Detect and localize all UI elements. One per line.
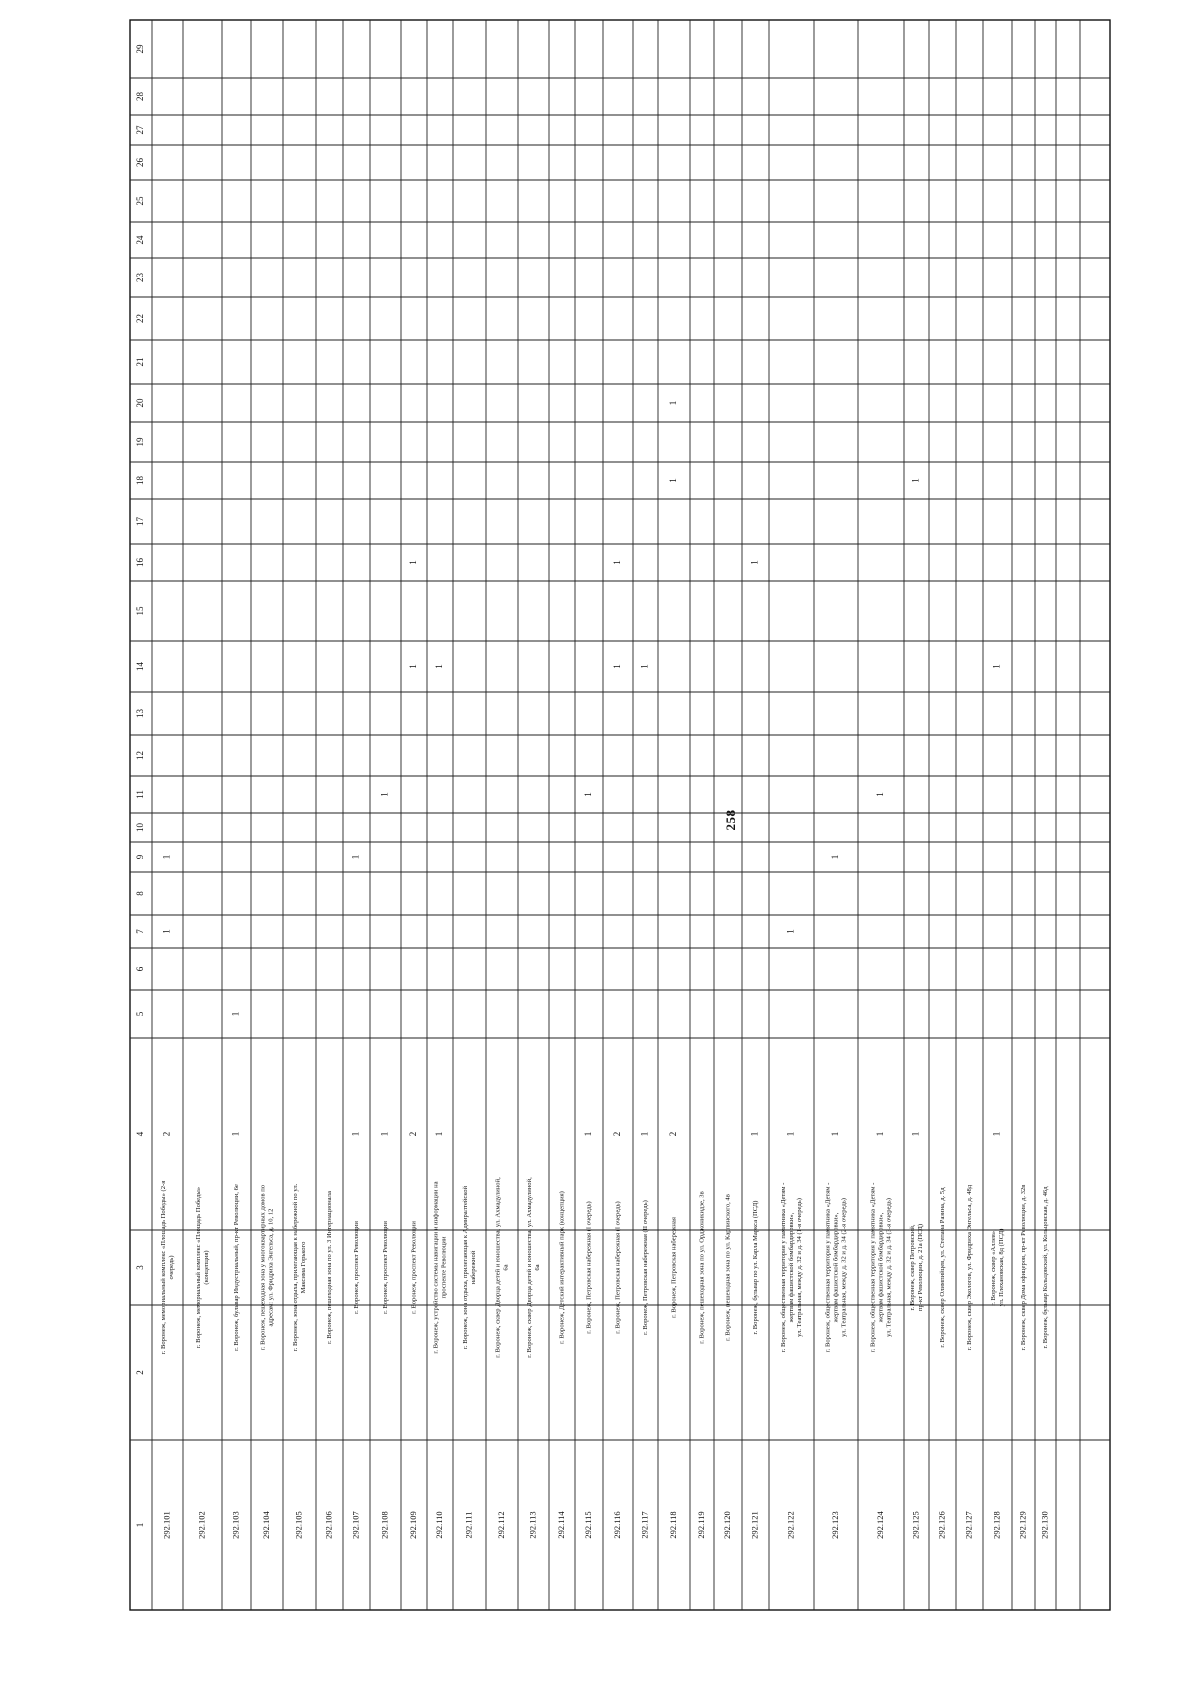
table-row	[824, 855, 847, 1539]
table-row	[432, 664, 447, 1538]
column-number-19: 19	[135, 437, 146, 447]
row-address: г. Воронеж, пешеходная зона у многоквартирных домов по	[259, 1184, 267, 1351]
row-address: г. Воронеж, Петровская набережная (I очередь)	[585, 1201, 593, 1334]
row-id: 292.127	[963, 1511, 974, 1539]
row-id: 292.130	[1039, 1511, 1050, 1539]
column-number-14: 14	[135, 662, 146, 671]
row-count-col-11: 1	[583, 792, 594, 797]
row-count-col-4: 1	[583, 1131, 594, 1137]
table-row	[408, 560, 418, 1539]
table-row	[583, 792, 593, 1538]
row-address: г. Воронеж, Детский интерактивный парк (концепция)	[558, 1191, 566, 1344]
row-count-col-7: 1	[785, 929, 796, 934]
table-row	[292, 1183, 307, 1538]
row-count-col-4: 1	[875, 1131, 886, 1137]
row-address: адресам: ул. Фридриха Энгельса, д. 10, 12	[267, 1208, 275, 1327]
row-id: 292.118	[667, 1511, 678, 1539]
row-count-col-9: 1	[830, 854, 841, 860]
row-address: г. Воронеж, сквер Дворца детей и юношества, ул. Ахмадулиной,	[525, 1177, 533, 1358]
row-address: жертвам фашистской бомбардировки»,	[877, 1212, 885, 1323]
row-count-col-14: 1	[612, 664, 623, 669]
row-count-col-4: 2	[612, 1131, 623, 1137]
row-count-col-4: 1	[230, 1131, 241, 1137]
row-address: г. Воронеж, сквер «Аллея»,	[989, 1229, 997, 1306]
row-count-col-18: 1	[910, 478, 921, 483]
table-row	[323, 1191, 333, 1539]
row-count-col-11: 1	[875, 792, 886, 797]
row-id: 292.105	[293, 1511, 304, 1539]
row-address: 6а	[534, 1264, 542, 1271]
row-address: ул. Плехановская, 8д (ПСД)	[998, 1228, 1006, 1307]
row-id: 292.126	[936, 1511, 947, 1539]
column-number-13: 13	[135, 709, 146, 718]
column-number-29: 29	[135, 44, 146, 54]
table-row	[526, 1177, 541, 1539]
table-row	[612, 560, 622, 1538]
column-number-4: 4	[135, 1131, 146, 1137]
row-id: 292.107	[350, 1511, 361, 1539]
row-count-col-4: 2	[161, 1131, 172, 1137]
column-number-16: 16	[135, 558, 146, 567]
row-address: жертвам фашистской бомбардировки»,	[788, 1212, 796, 1323]
row-id: 292.129	[1017, 1511, 1028, 1539]
column-number-26: 26	[135, 158, 146, 167]
column-number-15: 15	[135, 606, 146, 616]
row-count-col-4: 2	[668, 1131, 679, 1137]
row-count-col-16: 1	[612, 560, 623, 565]
row-id: 292.113	[527, 1511, 538, 1539]
row-address: г. Воронеж, пешеходная зона по ул. Орджоникидзе, 3в	[698, 1191, 706, 1344]
row-address: г. Воронеж, пешеходная зона по ул. 3 Интернационала	[326, 1191, 334, 1344]
table-row	[749, 560, 759, 1539]
table-row	[379, 792, 389, 1539]
row-address: г. Воронеж, проспект Революции	[410, 1221, 418, 1314]
row-address: г. Воронеж, проспект Революции	[353, 1221, 361, 1314]
table-row	[780, 929, 803, 1539]
row-count-col-9: 1	[350, 854, 361, 860]
row-count-col-4: 1	[830, 1131, 841, 1137]
row-id: 292.104	[260, 1511, 271, 1539]
row-id: 292.111	[463, 1511, 474, 1539]
column-number-22: 22	[135, 314, 146, 323]
row-address: очередь)	[168, 1255, 176, 1280]
row-address: г. Воронеж, сквер Дворца детей и юношества, ул. Ахмадулиной,	[494, 1177, 502, 1358]
table-row	[259, 1184, 274, 1539]
column-number-8: 8	[135, 891, 146, 896]
row-id: 292.121	[749, 1511, 760, 1539]
row-address: Максима Горького	[300, 1241, 308, 1294]
row-id: 292.117	[639, 1511, 650, 1539]
column-number-24: 24	[135, 235, 146, 245]
row-id: 292.102	[196, 1511, 207, 1539]
row-id: 292.116	[611, 1511, 622, 1539]
row-count-col-11: 1	[379, 792, 390, 797]
row-address: г. Воронеж, общественная территория у памятника «Детям -	[824, 1182, 832, 1353]
row-count-col-4: 2	[408, 1131, 419, 1137]
row-address: 6а	[502, 1264, 510, 1271]
column-number-17: 17	[135, 517, 146, 526]
column-number-6: 6	[135, 966, 146, 972]
row-id: 292.103	[230, 1511, 241, 1539]
row-count-col-20: 1	[668, 400, 679, 406]
row-address: г. Воронеж, мемориальный комплекс «Площадь Победы» (2-я	[159, 1180, 167, 1355]
row-count-col-7: 1	[161, 929, 172, 934]
column-number-12: 12	[135, 751, 146, 760]
table-row	[556, 1191, 566, 1539]
table-row	[494, 1177, 509, 1539]
row-count-col-14: 1	[639, 664, 650, 669]
row-id: 292.109	[407, 1511, 418, 1539]
table-row	[1039, 1186, 1049, 1539]
table-row	[696, 1191, 706, 1538]
table-row	[936, 1187, 946, 1539]
row-address: проспекте Революции	[440, 1236, 448, 1299]
row-id: 292.112	[495, 1511, 506, 1539]
row-count-col-4: 1	[434, 1131, 445, 1137]
table-row	[869, 792, 892, 1539]
table-row	[1017, 1185, 1027, 1539]
row-count-col-16: 1	[749, 560, 760, 565]
row-address: г. Воронеж, сквер Экологов, ул. Фридриха Энгельса, д. 48д	[966, 1184, 974, 1351]
row-count-col-5: 1	[230, 1011, 241, 1017]
row-count-col-4: 1	[379, 1131, 390, 1137]
row-id: 292.106	[323, 1511, 334, 1539]
row-address: г. Воронеж, общественная территория у памятника «Детям -	[869, 1182, 877, 1353]
row-address: пр-кт Революции, д. 21а (ПСД)	[917, 1223, 925, 1312]
row-address: г. Воронеж, сквер Петровский,	[908, 1224, 916, 1311]
row-address: г. Воронеж, зона отдыха, прилегающая к Адмиралтейской	[461, 1185, 469, 1350]
row-id: 292.108	[379, 1511, 390, 1539]
table-row	[639, 664, 649, 1538]
row-count-col-14: 1	[434, 664, 445, 669]
table-row	[230, 1012, 240, 1539]
row-count-col-4: 1	[350, 1131, 361, 1137]
row-address: г. Воронеж, бульвар Индустриальный, пр-кт Революции, 6е	[233, 1184, 241, 1351]
column-number-28: 28	[135, 92, 146, 101]
column-number-11: 11	[135, 790, 146, 799]
row-address: ул. Театральная, между д. 32 и д. 34 (3-я очередь)	[885, 1198, 893, 1337]
row-id: 292.114	[555, 1511, 566, 1539]
column-number-25: 25	[135, 196, 146, 206]
row-id: 292.122	[785, 1511, 796, 1539]
table-border	[130, 20, 1110, 1610]
row-count-col-4: 1	[991, 1131, 1002, 1137]
table-row	[963, 1184, 973, 1539]
column-number-10: 10	[135, 823, 146, 832]
table-row	[668, 401, 678, 1539]
row-id: 292.124	[874, 1511, 885, 1539]
row-address: г. Воронеж, сквер Олимпийцев, ул. Степана Разина, д. 5д	[939, 1187, 947, 1348]
row-id: 292.110	[433, 1511, 444, 1539]
row-address: г. Воронеж, Петровская набережная	[670, 1217, 678, 1318]
column-number-2: 2	[135, 1370, 146, 1375]
column-number-27: 27	[135, 125, 146, 135]
column-number-18: 18	[135, 476, 146, 485]
table-row	[350, 855, 360, 1539]
row-id: 292.115	[582, 1511, 593, 1539]
row-address: г. Воронеж, пешеходная зона по ул. Карпинского, 4в	[724, 1194, 732, 1341]
row-count-col-14: 1	[991, 664, 1002, 669]
row-id: 292.123	[829, 1511, 840, 1539]
column-number-23: 23	[135, 273, 146, 282]
row-count-col-4: 1	[749, 1131, 760, 1137]
table-row	[195, 1187, 210, 1539]
table-row	[990, 664, 1005, 1539]
column-number-7: 7	[135, 929, 146, 934]
row-count-col-16: 1	[408, 560, 419, 565]
row-id: 292.125	[910, 1511, 921, 1539]
column-number-3: 3	[135, 1265, 146, 1270]
column-number-1: 1	[135, 1522, 146, 1528]
column-number-21: 21	[135, 357, 146, 367]
row-address: ул. Театральная, между д. 32 и д. 34 (2-я очередь)	[840, 1198, 848, 1337]
row-address: г. Воронеж, бульвар Кольцовский, ул. Кольцовская, д. 46д	[1042, 1186, 1050, 1349]
row-id: 292.120	[721, 1511, 732, 1539]
row-address: г. Воронеж, мемориальный комплекс «Площадь Победы»	[194, 1186, 202, 1349]
row-address: г. Воронеж, проспект Революции	[382, 1221, 390, 1314]
row-address: набережной	[470, 1250, 478, 1285]
row-address: г. Воронеж, сквер Дома офицеров, пр-кт Революции, д. 32в	[1020, 1184, 1028, 1351]
row-id: 292.128	[991, 1511, 1002, 1539]
column-number-9: 9	[135, 854, 146, 860]
table-row	[160, 855, 175, 1539]
row-id: 292.119	[695, 1511, 706, 1539]
row-address: (концепция)	[203, 1250, 211, 1285]
row-address: г. Воронеж, устройство системы навигации и информации на	[432, 1181, 440, 1354]
row-address: г. Воронеж, Петровская набережная (I очередь)	[614, 1201, 622, 1334]
table-row	[909, 478, 924, 1539]
column-number-5: 5	[135, 1011, 146, 1017]
row-count-col-4: 1	[910, 1131, 921, 1137]
column-number-20: 20	[135, 398, 146, 408]
row-address: г. Воронеж, Петровская набережная (II очередь)	[642, 1200, 650, 1335]
row-address: ул. Театральная, между д. 32 и д. 34 (1-я очередь)	[796, 1198, 804, 1337]
table-row	[722, 1194, 732, 1539]
table-row	[462, 1186, 477, 1539]
row-count-col-18: 1	[668, 478, 679, 483]
row-address: г. Воронеж, бульвар по ул. Карла Маркса (ПСД)	[752, 1200, 760, 1335]
row-count-col-4: 1	[785, 1131, 796, 1137]
page-number: 258	[723, 809, 738, 831]
row-id: 292.101	[161, 1511, 172, 1539]
row-count-col-14: 1	[408, 664, 419, 669]
row-count-col-4: 1	[639, 1131, 650, 1137]
row-address: г. Воронеж, общественная территория у памятника «Детям -	[779, 1182, 787, 1353]
row-count-col-9: 1	[161, 854, 172, 860]
row-address: г. Воронеж, зона отдыха, прилегающая к набережной по ул.	[291, 1183, 299, 1352]
row-address: жертвам фашистской бомбардировки»,	[832, 1212, 840, 1323]
